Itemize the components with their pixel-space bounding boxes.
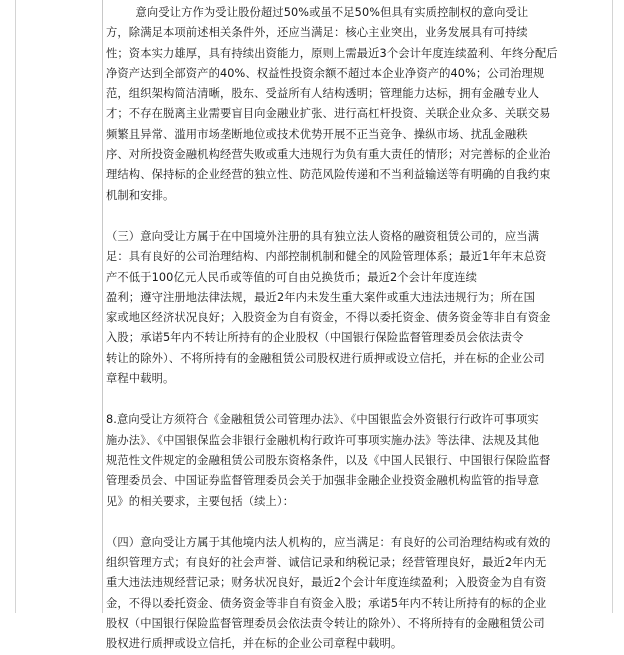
text-line: 意向受让方作为受让股份超过50%或虽不足50%但具有实质控制权的意向受让 (106, 6, 529, 19)
paragraph-regulations (106, 410, 606, 511)
text-line: （三）意向受让方属于在中国境外注册的具有独立法人资格的融资租赁公司的，应当满 (106, 229, 540, 243)
text-line: 家或地区经济状况良好；入股资金为自有资金，不得以委托资金、债务资金等非自有资金 (106, 311, 551, 325)
paragraph-overseas-leasing (106, 227, 606, 389)
text-line: 组织管理方式；有良好的社会声誉、诚信记录和纳税记录；经营管理良好，最近2年内无 (106, 556, 547, 570)
text-line: 施办法》、《中国银保监会非银行金融机构行政许可事项实施办法》等法律、法规及其他 (106, 433, 540, 447)
text-line: 8.意向受让方须符合《金融租赁公司管理办法》、《中国银监会外资银行行政许可事项实 (106, 413, 539, 427)
text-line: 性；资本实力雄厚，具有持续出资能力，原则上需最近3个会计年度连续盈利、年终分配后 (106, 46, 558, 60)
text-line: 股权（中国银行保险监督管理委员会依法责令转让的除外）、不将所持有的金融租赁公司 (106, 617, 545, 631)
text-line: 入股；承诺5年内不转让所持有的企业股权（中国银行保险监督管理委员会依法责令 (106, 331, 524, 345)
text-line: 序、对所投资金融机构经营失败或重大违规行为负有重大责任的情形；对完善标的企业治 (106, 148, 551, 162)
text-line: 净资产达到全部资产的40%、权益性投资余额不超过本企业净资产的40%；公司治理规 (106, 66, 545, 80)
text-line: 盈利；遵守注册地法律法规，最近2年内未发生重大案件或重大违法违规行为；所在国 (106, 290, 535, 304)
table-right-border (612, 0, 613, 613)
text-line: 规范性文件规定的金融租赁公司股东资格条件，以及《中国人民银行、中国银行保险监督 (106, 453, 551, 467)
text-line: 产不低于100亿元人民币或等值的可自由兑换货币；最近2个会计年度连续 (106, 270, 478, 284)
text-line: 机制和安排。 (106, 188, 175, 202)
text-line: （四）意向受让方属于其他境内法人机构的，应当满足：有良好的公司治理结构或有效的 (106, 535, 551, 549)
left-label-column (0, 0, 103, 613)
text-line: 频繁且异常、滥用市场垄断地位或技术优势开展不正当竞争、操纵市场、扰乱金融秩 (106, 127, 528, 141)
text-line: 重大违法违规经营记录；财务状况良好，最近2个会计年度连续盈利；入股资金为自有资 (106, 576, 547, 590)
text-line: 转让的除外）、不将所持有的金融租赁公司股权进行质押或设立信托，并在标的企业公司 (106, 351, 545, 365)
text-line: 章程中载明。 (106, 372, 175, 386)
text-line: 见》的相关要求，主要包括（续上）： (106, 494, 295, 508)
document-content (106, 0, 606, 655)
text-line: 管理委员会、中国证券监督管理委员会关于加强非金融企业投资金融机构监管的指导意 (106, 474, 540, 488)
text-line: 金，不得以委托资金、债务资金等非自有资金入股；承诺5年内不转让所持有的标的企业 (106, 596, 547, 610)
text-line: 理结构、保持标的企业经营的独立性、防范风险传递和不当利益输送等有明确的自我约束 (106, 168, 551, 182)
paragraph-domestic-legal (106, 533, 606, 655)
text-line: 方，除满足本项前述相关条件外，还应当满足：核心主业突出，业务发展具有可持续 (106, 26, 528, 40)
text-line: 股权进行质押或设立信托，并在标的企业公司章程中载明。 (106, 637, 403, 651)
paragraph-controlling-holder (106, 3, 606, 206)
text-line: 范，组织架构简洁清晰，股东、受益所有人结构透明；管理能力达标，拥有金融专业人 (106, 87, 540, 101)
text-line: 才；不存在脱离主业需要盲目向金融业扩张、进行高杠杆投资、关联企业众多、关联交易 (106, 107, 551, 121)
text-line: 足：具有良好的公司治理结构、内部控制机制和健全的风险管理体系；最近1年年末总资 (106, 250, 547, 264)
